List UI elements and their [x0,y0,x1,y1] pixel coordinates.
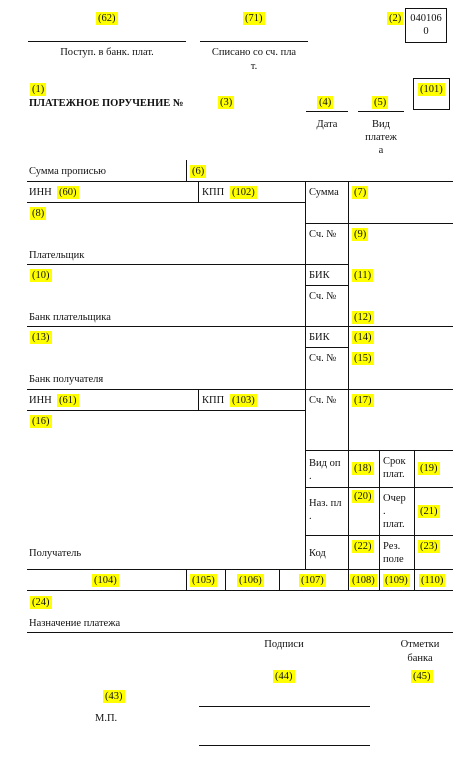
field-21-marker: (21) [420,506,438,517]
grid-line-payee-bank-bottom [27,389,453,390]
field-22-marker: (22) [354,541,372,552]
field-71-marker: (71) [245,13,263,24]
field-103-marker: (103) [232,395,255,406]
signature-line-2 [199,745,370,746]
field-20-marker: (20) [354,491,372,502]
debited-label-line2: т. [250,61,258,72]
grid-line-payer-bottom [27,264,349,265]
field-4-marker: (4) [319,97,332,108]
payee-bank-account-label: Сч. № [309,353,337,364]
details-divider-1 [379,450,380,570]
payee-bank-bik-label: БИК [309,332,330,343]
field-5-marker: (5) [374,97,387,108]
bank-marks-label-line1: Отметки [400,639,440,650]
code-label: Код [309,548,326,559]
debited-label-line1: Списано со сч. пла [211,47,297,58]
field-11-marker: (11) [354,270,372,281]
value-vertical-divider [348,181,349,570]
field-45-marker: (45) [413,671,431,682]
tax-divider-5 [379,569,380,590]
field-101-marker: (101) [420,84,443,95]
field-14-marker: (14) [354,332,372,343]
main-vertical-divider [305,181,306,570]
payment-purpose-label: Назначение платежа [29,618,121,629]
field-44-marker: (44) [275,671,293,682]
date-line [306,111,348,112]
debited-date-line [200,41,308,42]
grid-line-payer-bank-bottom [27,326,453,327]
field-10-marker: (10) [32,270,50,281]
payee-label: Получатель [29,548,82,559]
field-7-marker: (7) [354,187,367,198]
reserved-field-label-line1: Рез. [383,541,401,552]
payee-bank-label: Банк получателя [29,374,104,385]
field-62-marker: (62) [98,13,116,24]
field-13-marker: (13) [32,332,50,343]
grid-line-tax-top [27,569,453,570]
date-label: Дата [316,119,338,130]
field-105-marker: (105) [192,575,215,586]
grid-line-1 [27,181,453,182]
tax-divider-1 [186,569,187,590]
tax-divider-2 [225,569,226,590]
operation-type-dot: . [309,471,312,482]
field-106-marker: (106) [239,575,262,586]
payment-type-label-line3: а [378,145,384,156]
tax-divider-6 [414,569,415,590]
payee-inn-kpp-divider [198,389,199,410]
signature-line-1 [199,706,370,707]
received-in-bank-label: Поступ. в банк. плат. [60,47,154,58]
field-110-marker: (110) [421,575,444,586]
payee-inn-label: ИНН [29,395,52,406]
amount-label: Сумма [309,187,339,198]
grid-line-tax-bottom [27,590,453,591]
payer-inn-kpp-divider [198,181,199,202]
field-19-marker: (19) [420,463,438,474]
stamp-label: М.П. [95,713,118,724]
payer-bank-label: Банк плательщика [29,312,111,323]
payment-order-label-line2: . [383,506,386,517]
grid-line-details-2 [305,535,453,536]
grid-line-bik2-bottom [305,347,349,348]
field-61-marker: (61) [59,395,77,406]
payment-purpose-code-label: Наз. пл [309,498,342,509]
grid-line-payee-inn-bottom [27,410,306,411]
field-104-marker: (104) [94,575,117,586]
field-9-marker: (9) [354,229,367,240]
grid-line-bik1-bottom [305,285,349,286]
payer-inn-label: ИНН [29,187,52,198]
grid-line-inn-bottom [27,202,306,203]
tax-divider-3 [279,569,280,590]
grid-line-details-1 [305,487,453,488]
grid-line-purpose-bottom [27,632,453,633]
payer-account-label: Сч. № [309,229,337,240]
field-15-marker: (15) [354,353,372,364]
payment-purpose-code-dot: . [309,511,312,522]
field-8-marker: (8) [32,208,45,219]
field-17-marker: (17) [354,395,372,406]
details-divider-2 [414,450,415,570]
payee-kpp-label: КПП [202,395,225,406]
form-code-line1: 040106 [410,13,442,24]
field-6-marker: (6) [192,166,205,177]
document-title: ПЛАТЕЖНОЕ ПОРУЧЕНИЕ № [29,98,184,109]
received-date-line [28,41,186,42]
form-code-line2: 0 [423,26,429,37]
payment-term-label-line1: Срок [383,456,406,467]
field-16-marker: (16) [32,416,50,427]
grid-line-sum-bottom [305,223,453,224]
operation-type-label: Вид оп [309,458,341,469]
field-60-marker: (60) [59,187,77,198]
payee-account-label: Сч. № [309,395,337,406]
field-109-marker: (109) [385,575,408,586]
payment-order-label-line3: плат. [383,519,405,530]
field-108-marker: (108) [352,575,375,586]
field-43-marker: (43) [105,691,123,702]
payer-label: Плательщик [29,250,85,261]
field-24-marker: (24) [32,597,50,608]
field-1-marker: (1) [32,84,45,95]
payer-kpp-label: КПП [202,187,225,198]
field-12-marker: (12) [354,312,372,323]
payer-bank-bik-label: БИК [309,270,330,281]
payment-term-label-line2: плат. [383,469,405,480]
field-102-marker: (102) [232,187,255,198]
payment-order-label-line1: Очер [383,493,406,504]
payment-type-line [358,111,404,112]
amount-in-words-label: Сумма прописью [29,166,107,177]
field-107-marker: (107) [301,575,324,586]
signatures-label: Подписи [264,639,304,650]
amount-words-divider [186,160,187,182]
payment-type-label-line2: платеж [365,132,397,143]
field-23-marker: (23) [420,541,438,552]
payment-type-label-line1: Вид [372,119,390,130]
field-2-marker: (2) [389,13,402,24]
bank-marks-label-line2: банка [407,653,433,664]
payer-bank-account-label: Сч. № [309,291,337,302]
form-code-box [405,8,447,43]
field-18-marker: (18) [354,463,372,474]
reserved-field-label-line2: поле [383,554,404,565]
field-3-marker: (3) [220,97,233,108]
